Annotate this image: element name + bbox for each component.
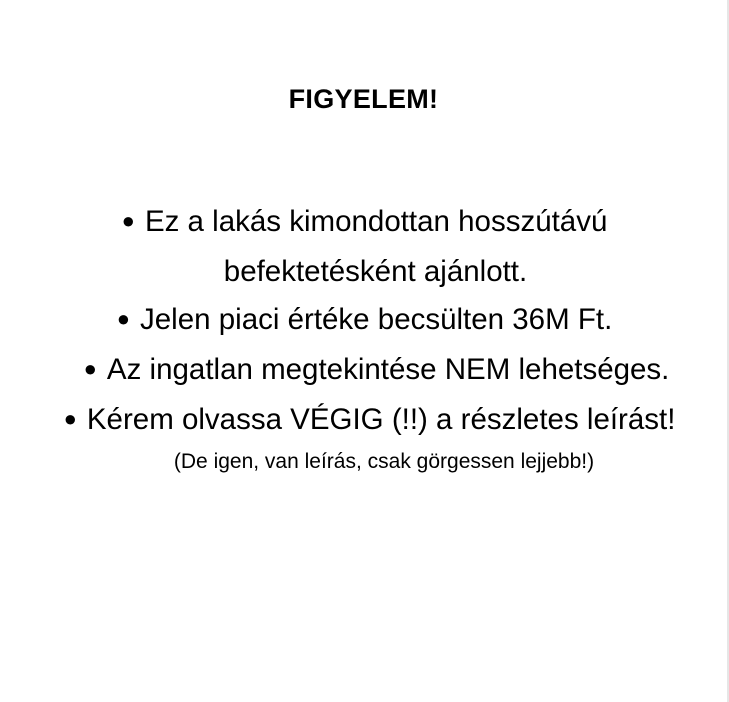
footnote-text: (De igen, van leírás, csak görgessen lejjebb!) [173, 450, 595, 473]
bullet-item-1-text-line2: befektetésként ajánlott. [223, 255, 528, 288]
notice-title [0, 84, 729, 115]
bullet-item-2 [0, 296, 729, 346]
bullet-item-3 [12, 346, 729, 396]
bullet-item-2-text: Jelen piaci értéke becsülten 36M Ft. [140, 303, 613, 336]
bullet-icon: ● [121, 208, 135, 233]
bullet-item-4-text: Kérem olvassa VÉGIG (!!) a részletes leírást! [86, 403, 676, 436]
notice-bullet-list [0, 198, 729, 446]
bullet-item-1-text: Ez a lakás kimondottan hosszútávú [144, 205, 608, 238]
bullet-icon: ● [63, 406, 77, 431]
bullet-item-1 [0, 198, 729, 248]
footnote [0, 450, 729, 474]
bullet-item-4 [5, 396, 729, 446]
bullet-icon: ● [116, 306, 131, 331]
notice-title-text: FIGYELEM! [288, 84, 439, 114]
bullet-item-1-continuation [0, 248, 729, 296]
bullet-item-3-text: Az ingatlan megtekintése NEM lehetséges. [106, 353, 670, 386]
bullet-icon: ● [83, 356, 97, 381]
